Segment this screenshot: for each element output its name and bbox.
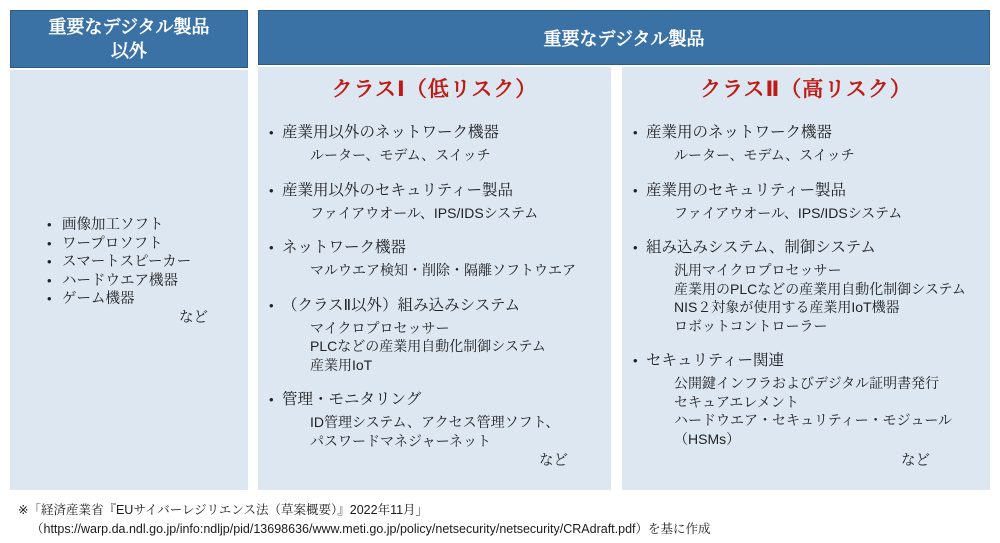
category-example: ファイアウオール、IPS/IDSシステム xyxy=(674,204,903,221)
non-important-header-line1: 重要なデジタル製品 xyxy=(48,17,210,37)
non-important-products-panel xyxy=(10,70,248,490)
important-products-header xyxy=(258,10,990,65)
class2-title: クラスⅡ（高リスク） xyxy=(700,78,912,101)
product-category xyxy=(258,181,611,223)
category-example: ルーター、モデム、スイッチ xyxy=(310,147,491,163)
class1-title: クラスⅠ（低リスク） xyxy=(331,78,538,101)
product-category xyxy=(622,123,990,165)
etc-label: など xyxy=(179,309,208,326)
category-example: NIS２対象が使用する産業用IoT機器 xyxy=(674,299,900,315)
category-example: PLCなどの産業用自動化制御システム xyxy=(310,338,546,354)
product-category xyxy=(622,238,990,335)
category-example: 汎用マイクロプロセッサー xyxy=(674,262,842,278)
category-example: マイクロプロセッサー xyxy=(310,319,450,336)
category-example: パスワードマネジャーネット xyxy=(310,432,492,449)
product-category xyxy=(258,123,611,165)
footnote-source-line: ※「経済産業省『EUサイバーレジリエンス法（草案概要）』2022年11月」 xyxy=(18,503,429,517)
list-item: • ゲーム機器 xyxy=(10,290,248,309)
category-example: セキュアエレメント xyxy=(674,393,799,410)
product-category xyxy=(622,181,990,223)
category-title: • ネットワーク機器 xyxy=(258,238,611,258)
product-category xyxy=(258,296,611,375)
category-example: ファイアウオール、IPS/IDSシステム xyxy=(310,204,539,221)
non-important-products-header xyxy=(10,10,248,68)
category-example: ID管理システム、アクセス管理ソフト、 xyxy=(310,414,560,430)
category-example: ロボットコントローラー xyxy=(674,317,828,334)
category-example: マルウエア検知・削除・隔離ソフトウエア xyxy=(310,262,576,278)
list-item: • 画像加工ソフト xyxy=(10,216,248,235)
footnote-url-line: （https://warp.da.ndl.go.jp/info:ndljp/pid/13698636/www.meti.go.jp/policy/netsecurity/netsecurity/CRAdraft.pdf）を基に作成 xyxy=(31,522,711,536)
category-title: • （クラスⅡ以外）組み込みシステム xyxy=(258,296,611,316)
category-title: • 産業用以外のセキュリティー製品 xyxy=(258,181,611,201)
category-title: • 産業用のネットワーク機器 xyxy=(622,123,990,143)
product-category xyxy=(622,351,990,448)
category-title: • セキュリティー関連 xyxy=(622,351,990,371)
class2-groups xyxy=(622,123,990,448)
important-header-label: 重要なデジタル製品 xyxy=(543,28,705,49)
category-example: ルーター、モデム、スイッチ xyxy=(674,147,855,163)
category-title: • 管理・モニタリング xyxy=(258,390,611,410)
category-example: 産業用IoT xyxy=(310,356,373,373)
category-example: ハードウエア・セキュリティー・モジュール xyxy=(674,412,953,428)
category-example: （HSMs） xyxy=(674,430,741,447)
list-item: • スマートスピーカー xyxy=(10,253,248,272)
class1-groups xyxy=(258,123,611,450)
class1-low-risk-panel xyxy=(258,67,611,490)
category-title: • 産業用のセキュリティー製品 xyxy=(622,181,990,201)
category-title: • 産業用以外のネットワーク機器 xyxy=(258,123,611,143)
category-example: 公開鍵インフラおよびデジタル証明書発行 xyxy=(674,375,940,391)
list-item: • ワープロソフト xyxy=(10,235,248,254)
etc-label: など xyxy=(539,453,568,469)
non-important-products-list xyxy=(10,70,248,309)
etc-label: など xyxy=(901,453,930,469)
list-item: • ハードウエア機器 xyxy=(10,272,248,291)
source-footnote xyxy=(18,501,711,539)
category-title: • 組み込みシステム、制御システム xyxy=(622,238,990,258)
product-category xyxy=(258,238,611,280)
product-category xyxy=(258,390,611,450)
category-example: 産業用のPLCなどの産業用自動化制御システム xyxy=(674,280,966,297)
non-important-header-line2: 以外 xyxy=(111,41,147,61)
class2-high-risk-panel xyxy=(622,67,990,490)
